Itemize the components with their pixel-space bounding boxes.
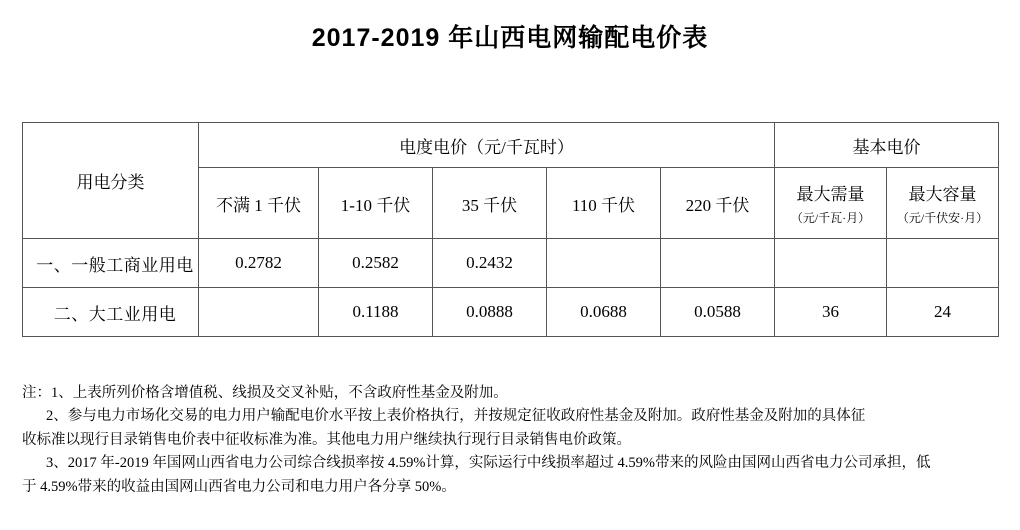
header-voltage-35kv-label: 35 千伏 bbox=[461, 195, 518, 215]
header-max-capacity-unit: （元/千伏安·月） bbox=[896, 211, 989, 225]
header-voltage-under-1kv-label: 不满 1 千伏 bbox=[216, 195, 301, 215]
cell-general-220kv bbox=[661, 239, 775, 288]
rate-table bbox=[22, 122, 999, 337]
header-max-capacity bbox=[887, 168, 999, 239]
page-title: 2017-2019 年山西电网输配电价表 bbox=[311, 24, 709, 52]
cell-industrial-1-10kv: 0.1188 bbox=[319, 288, 433, 337]
row-label-general-commercial: 一、一般工商业用电 bbox=[23, 239, 199, 288]
note-line-3: 收标准以现行目录销售电价表中征收标准为准。其他电力用户继续执行现行目录销售电价政策。 bbox=[22, 431, 631, 448]
row-label-large-industrial: 二、大工业用电 bbox=[23, 288, 199, 337]
table-row bbox=[23, 288, 999, 337]
header-max-demand-label: 最大需量 bbox=[796, 185, 865, 204]
note-line-5: 于 4.59%带来的收益由国网山西省电力公司和电力用户各分享 50%。 bbox=[22, 478, 456, 495]
cell-general-max-capacity bbox=[887, 239, 999, 288]
header-voltage-220kv bbox=[661, 168, 775, 239]
note-line-2: 2、参与电力市场化交易的电力用户输配电价水平按上表价格执行，并按规定征收政府性基金及附加。政府性基金及附加的具体征 bbox=[46, 408, 866, 425]
cell-industrial-35kv: 0.0888 bbox=[433, 288, 547, 337]
cell-industrial-max-demand: 36 bbox=[775, 288, 887, 337]
header-group-basic-price: 基本电价 bbox=[775, 123, 999, 168]
header-category: 用电分类 bbox=[23, 123, 199, 239]
header-voltage-220kv-label: 220 千伏 bbox=[685, 195, 750, 215]
cell-general-1-10kv: 0.2582 bbox=[319, 239, 433, 288]
table-header-group-row bbox=[23, 123, 999, 168]
header-voltage-35kv bbox=[433, 168, 547, 239]
rate-table-container bbox=[22, 122, 998, 337]
table-notes bbox=[22, 382, 1002, 499]
header-voltage-1-10kv bbox=[319, 168, 433, 239]
cell-industrial-max-capacity: 24 bbox=[887, 288, 999, 337]
header-voltage-110kv bbox=[547, 168, 661, 239]
cell-general-35kv: 0.2432 bbox=[433, 239, 547, 288]
header-max-capacity-label: 最大容量 bbox=[908, 185, 977, 204]
cell-industrial-220kv: 0.0588 bbox=[661, 288, 775, 337]
header-max-demand bbox=[775, 168, 887, 239]
cell-general-max-demand bbox=[775, 239, 887, 288]
header-voltage-110kv-label: 110 千伏 bbox=[571, 195, 636, 215]
header-voltage-1-10kv-label: 1-10 千伏 bbox=[340, 195, 411, 215]
cell-industrial-under-1kv bbox=[199, 288, 319, 337]
note-line-1: 注：1、上表所列价格含增值税、线损及交叉补贴，不含政府性基金及附加。 bbox=[22, 385, 508, 401]
header-max-demand-unit: （元/千瓦·月） bbox=[790, 211, 871, 225]
header-group-energy-price: 电度电价（元/千瓦时） bbox=[199, 123, 775, 168]
note-line-4: 3、2017 年-2019 年国网山西省电力公司综合线损率按 4.59%计算，实际运行中线损率超过 4.59%带来的风险由国网山西省电力公司承担，低 bbox=[46, 455, 931, 472]
header-voltage-under-1kv bbox=[199, 168, 319, 239]
cell-general-under-1kv: 0.2782 bbox=[199, 239, 319, 288]
cell-general-110kv bbox=[547, 239, 661, 288]
cell-industrial-110kv: 0.0688 bbox=[547, 288, 661, 337]
table-row bbox=[23, 239, 999, 288]
